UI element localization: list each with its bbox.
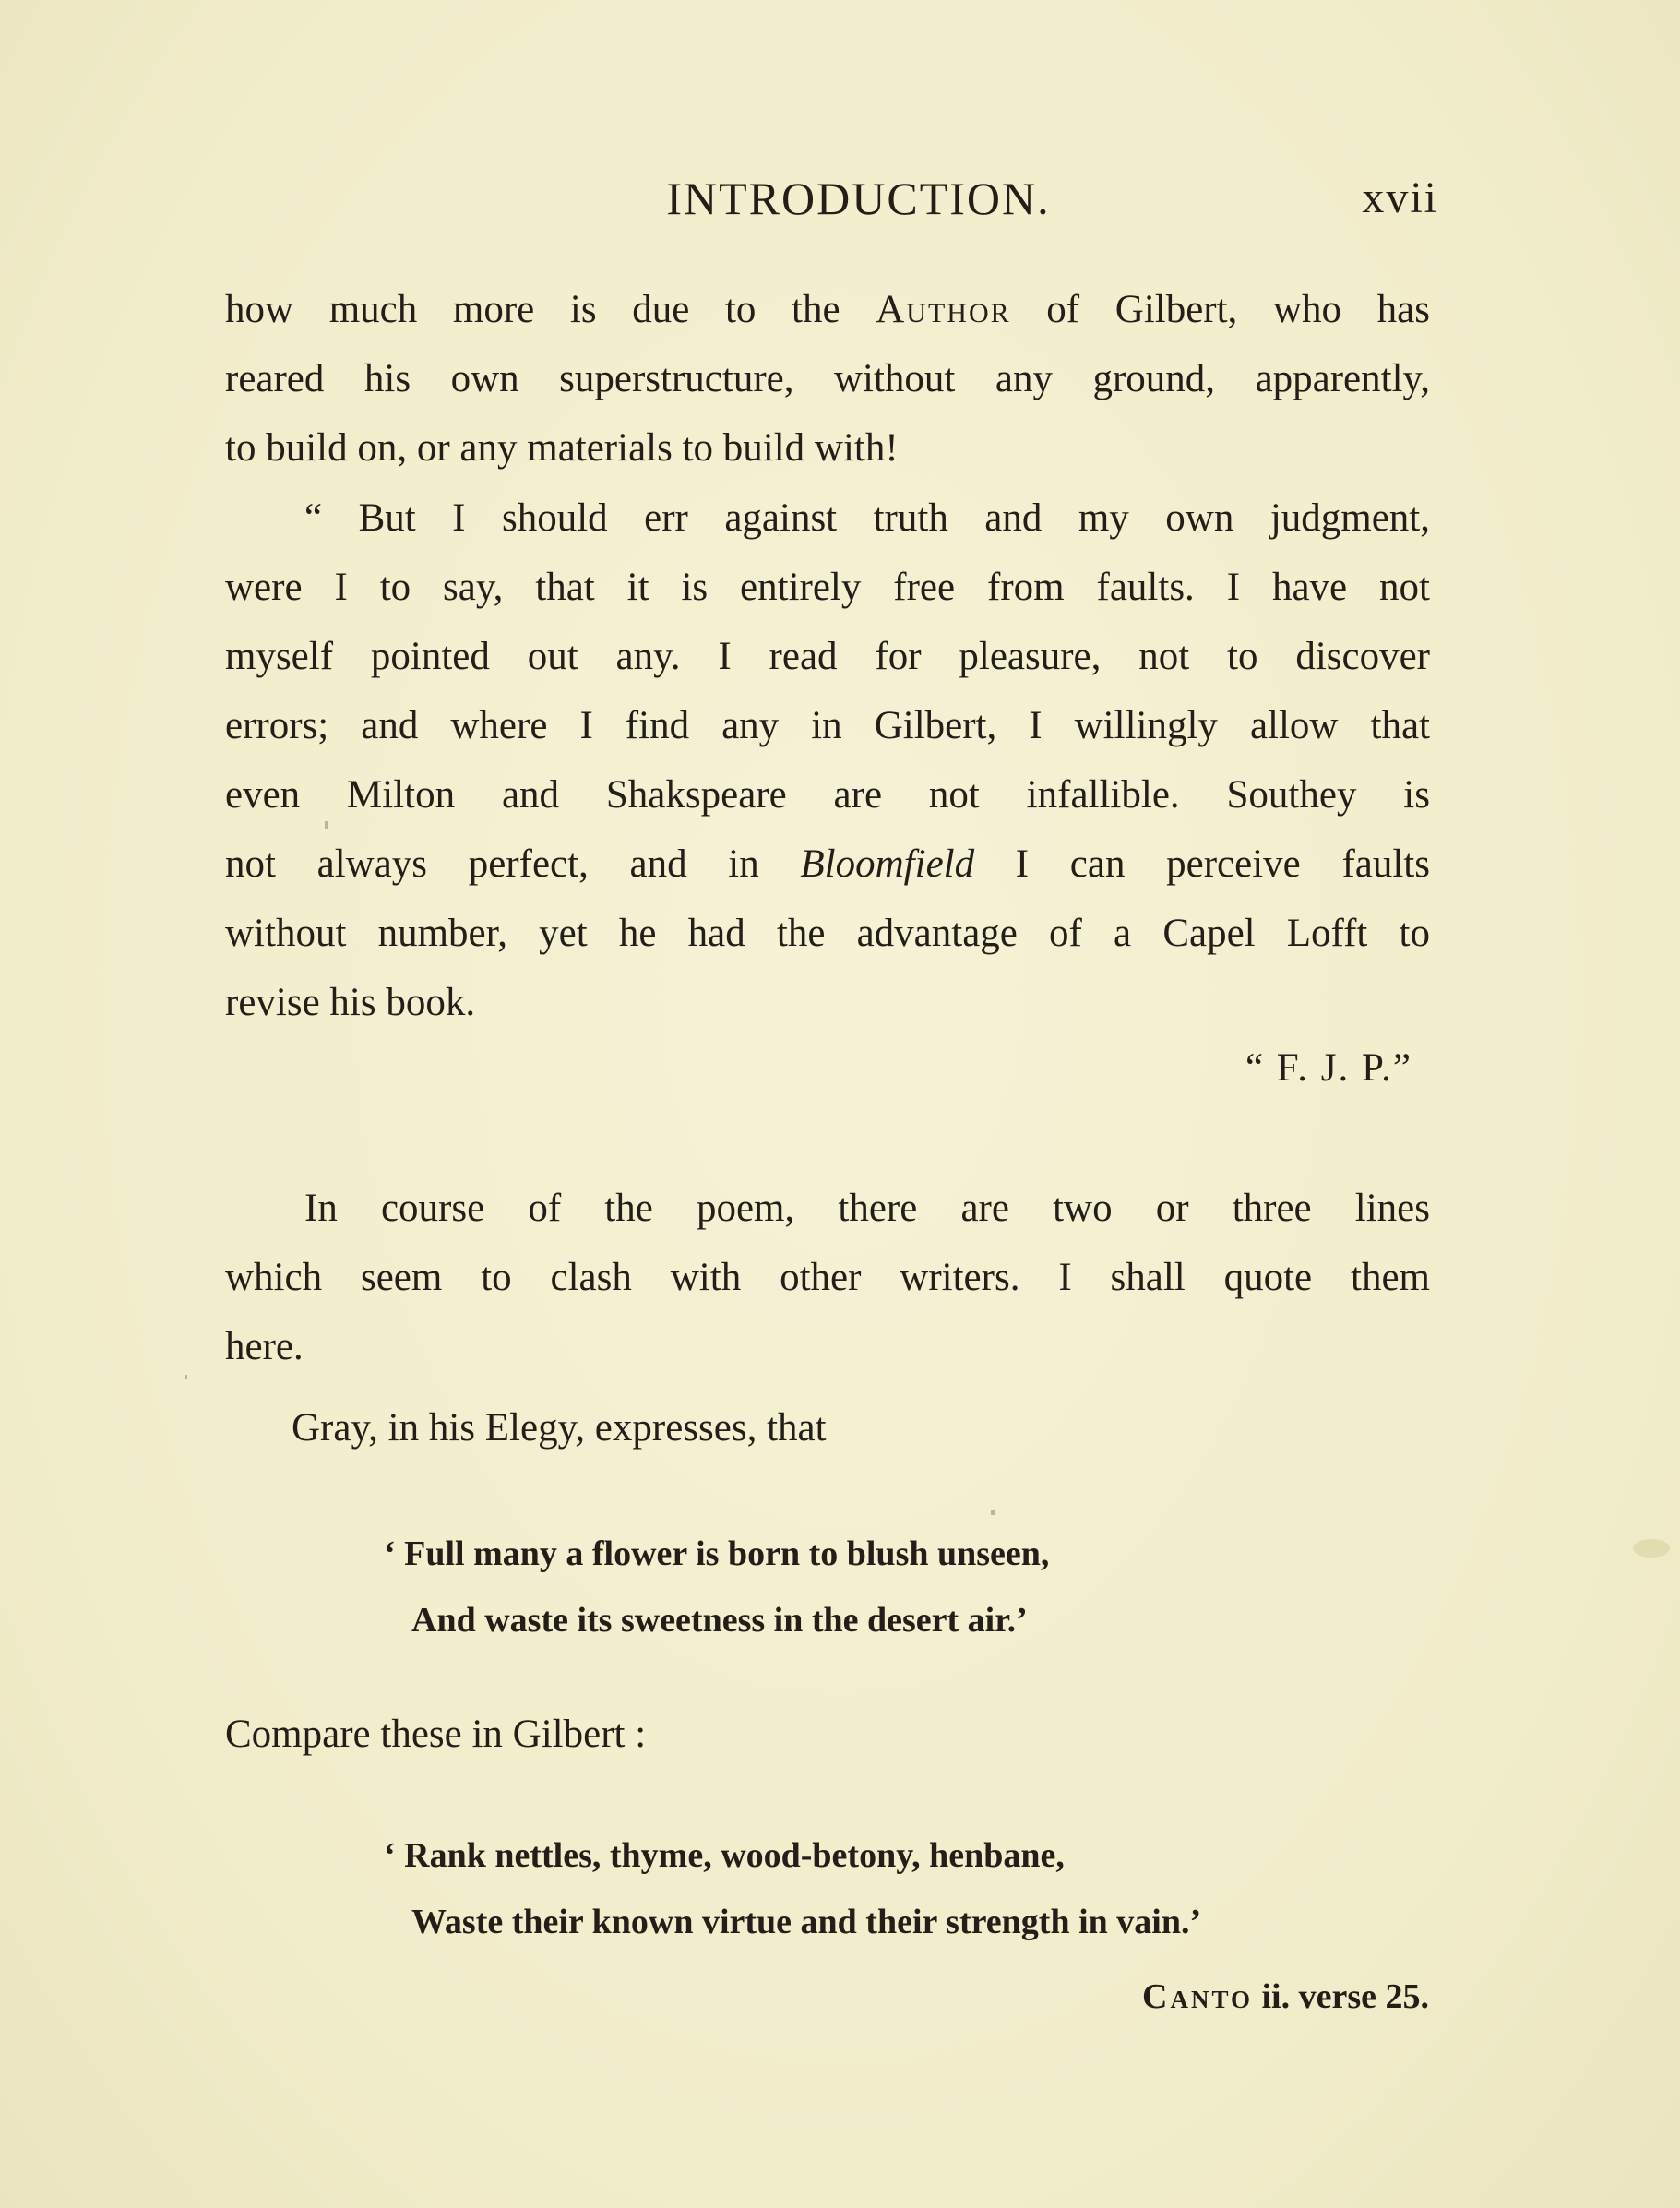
quote-gilbert-line-1: ‘ Rank nettles, thyme, wood-betony, henbane,	[384, 1836, 1065, 1875]
paper-speck	[185, 1375, 187, 1379]
quote-gilbert-line-2: Waste their known virtue and their strength in vain.’	[411, 1903, 1202, 1941]
paper-stain	[1633, 1539, 1670, 1558]
paragraph-3-line-1: In course of the poem, there are two or three lines	[304, 1187, 1430, 1230]
paragraph-3-line-3: here.	[225, 1325, 304, 1368]
paragraph-2-line-8: revise his book.	[225, 981, 476, 1024]
paragraph-2-line-6: not always perfect, and in Bloomfield I can perceive faults	[225, 842, 1430, 886]
running-head-title: INTRODUCTION.	[666, 173, 1051, 224]
paragraph-2-line-4: errors; and where I find any in Gilbert, I willingly allow that	[225, 704, 1430, 747]
paragraph-3-line-2: which seem to clash with other writers. I shall quote them	[225, 1256, 1430, 1299]
bloomfield-italic: Bloomfield	[800, 842, 975, 886]
paragraph-1-line-3: to build on, or any materials to build with!	[225, 426, 899, 470]
canto-small-caps: Canto	[1142, 1977, 1253, 2016]
paper-speck	[325, 821, 328, 829]
quote-gilbert	[384, 1822, 1201, 1955]
quote-gray-line-2: And waste its sweetness in the desert air.’	[411, 1601, 1028, 1640]
paragraph-2-line-2: were I to say, that it is entirely free from faults. I have not	[225, 566, 1430, 609]
canto-citation: Canto ii. verse 25.	[1142, 1977, 1429, 2016]
signature-initials: “ F. J. P.”	[1245, 1046, 1412, 1090]
paragraph-1-line-1: how much more is due to the Author of Gilbert, who has	[225, 288, 1430, 331]
author-small-caps: Author	[876, 288, 1011, 331]
compare-intro: Compare these in Gilbert :	[225, 1713, 647, 1756]
paragraph-3	[225, 1174, 1430, 1381]
gray-elegy-intro: Gray, in his Elegy, expresses, that	[292, 1406, 827, 1450]
page-number: xvii	[1362, 173, 1438, 222]
paragraph-2	[225, 483, 1430, 1037]
paper-speck	[991, 1510, 995, 1515]
paragraph-1	[225, 275, 1430, 483]
paragraph-2-line-1: “ But I should err against truth and my own judgment,	[304, 496, 1430, 540]
quote-gray-elegy	[384, 1521, 1049, 1653]
paragraph-2-line-3: myself pointed out any. I read for pleasure, not to discover	[225, 635, 1430, 678]
paragraph-1-line-2: reared his own superstructure, without any ground, apparently,	[225, 357, 1430, 400]
paragraph-2-line-7: without number, yet he had the advantage of a Capel Lofft to	[225, 912, 1430, 955]
quote-gray-line-1: ‘ Full many a flower is born to blush unseen,	[384, 1534, 1050, 1573]
paragraph-2-line-5: even Milton and Shakspeare are not infallible. Southey is	[225, 773, 1430, 817]
